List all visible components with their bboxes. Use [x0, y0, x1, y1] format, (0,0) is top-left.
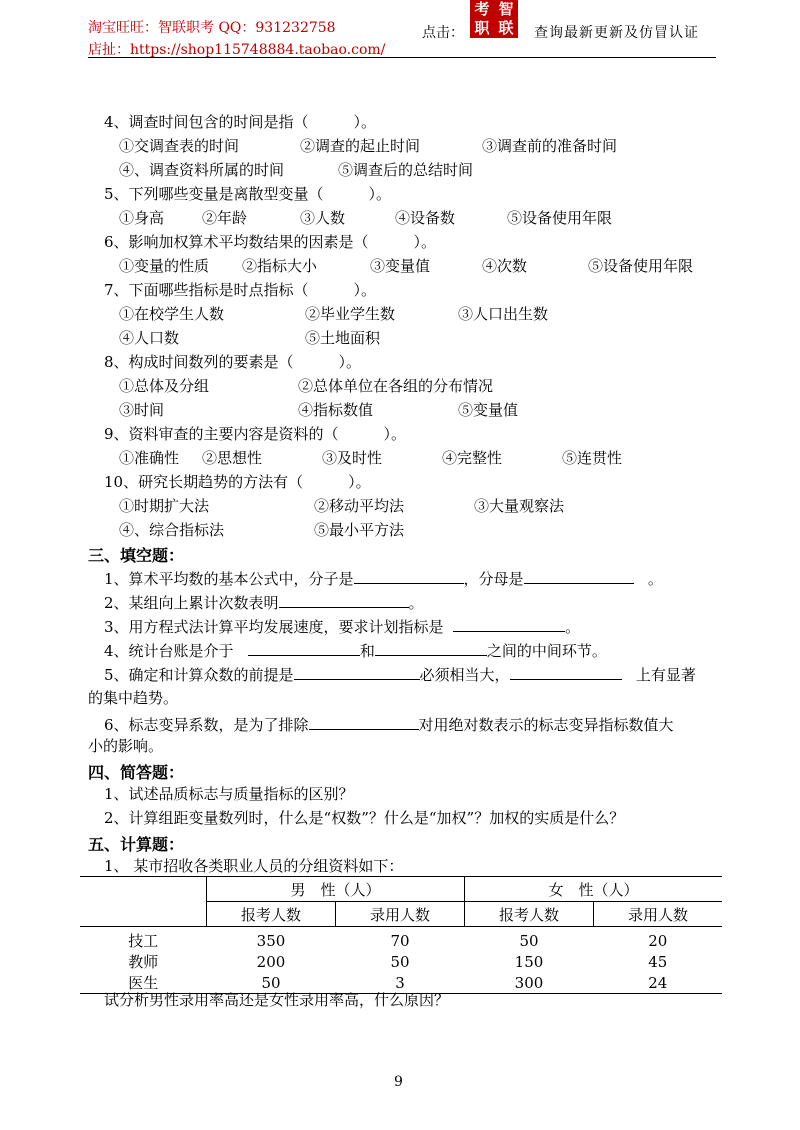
- job-cell: 医生: [80, 972, 207, 994]
- value-cell: 50: [519, 931, 539, 950]
- fill-text: 对用绝对数表示的标志变异指标数值大: [418, 716, 674, 734]
- q7-opt: ①在校学生人数: [119, 305, 225, 323]
- q5-opt: ④设备数: [395, 209, 456, 227]
- click-label: 点击：: [422, 25, 464, 41]
- value-cell: 50: [207, 972, 336, 994]
- q6-opt: ⑤设备使用年限: [588, 257, 694, 275]
- fill-text: 5、确定和计算众数的前提是: [104, 666, 294, 684]
- blank-line[interactable]: [248, 640, 360, 656]
- value-cell: 300: [465, 972, 594, 994]
- fill-text: 上有显著: [635, 666, 696, 684]
- q4-opt: ④、调查资料所属的时间: [119, 161, 285, 179]
- q9-opt: ⑤连贯性: [562, 449, 623, 467]
- value-cell: 200: [256, 952, 286, 971]
- logo-char: 联: [494, 19, 518, 38]
- header-divider: [88, 57, 716, 58]
- q8-opt: ④指标数值: [298, 401, 374, 419]
- logo-char: 智: [494, 0, 518, 19]
- logo-char: 考: [470, 0, 494, 19]
- fill-q1: [104, 568, 663, 589]
- fill-text: 和: [359, 642, 375, 660]
- shop-contact: 淘宝旺旺：智联职考 QQ：931232758: [88, 20, 336, 36]
- verify-link[interactable]: 查询最新更新及仿冒认证: [534, 25, 699, 41]
- section5-title: 五、计算题：: [88, 835, 185, 854]
- blank-line[interactable]: [294, 664, 420, 680]
- q8-opt: ①总体及分组: [119, 377, 210, 395]
- fill-q3: [104, 616, 580, 637]
- value-cell: 20: [648, 931, 668, 950]
- q7-opt: ③人口出生数: [458, 305, 549, 323]
- table-header-row: [80, 877, 722, 902]
- fill-text: 2、某组向上累计次数表明: [104, 594, 279, 612]
- value-cell: 3: [336, 972, 465, 994]
- q6-opt: ③变量值: [370, 257, 431, 275]
- fill-text: 3、用方程式法计算平均发展速度，要求计划指标是: [104, 618, 444, 636]
- q9-opt: ③及时性: [322, 449, 383, 467]
- table-row: [80, 927, 722, 952]
- q6-opt: ①变量的性质: [119, 257, 210, 275]
- section3-title: 三、填空题：: [88, 546, 185, 565]
- short-q1: 1、试述品质标志与质量指标的区别？: [104, 785, 354, 803]
- value-cell: 24: [594, 972, 723, 994]
- q10-opt: ②移动平均法: [314, 497, 405, 515]
- brand-logo[interactable]: [470, 0, 518, 38]
- value-cell: 50: [390, 952, 410, 971]
- q5-opt: ⑤设备使用年限: [507, 209, 613, 227]
- calc-question: 试分析男性录用率高还是女性录用率高，什么原因？: [104, 991, 450, 1009]
- fill-q4: [104, 640, 607, 661]
- male-group-header: 男 性（人）: [207, 877, 465, 902]
- q7-opt: ④人口数: [119, 329, 180, 347]
- q5-opt: ③人数: [300, 209, 346, 227]
- fill-text: 4、统计台账是介于: [104, 642, 234, 660]
- q4-stem: 4、调查时间包含的时间是指（ ）。: [104, 113, 377, 131]
- value-cell: 45: [648, 952, 668, 971]
- q6-opt: ②指标大小: [242, 257, 318, 275]
- q9-opt: ①准确性: [119, 449, 180, 467]
- q7-stem: 7、下面哪些指标是时点指标（ ）。: [104, 281, 377, 299]
- q6-opt: ④次数: [482, 257, 528, 275]
- value-cell: 350: [256, 931, 286, 950]
- q10-opt: ③大量观察法: [474, 497, 565, 515]
- q8-stem: 8、构成时间数列的要素是（ ）。: [104, 353, 362, 371]
- fill-text: 。: [408, 594, 424, 612]
- value-cell: 150: [514, 952, 544, 971]
- q5-opt: ①身高: [119, 209, 165, 227]
- female-group-header: 女 性（人）: [465, 877, 723, 902]
- q4-opt: ③调查前的准备时间: [482, 137, 618, 155]
- page-number: 9: [394, 1074, 403, 1090]
- q7-opt: ②毕业学生数: [305, 305, 396, 323]
- fill-text: 。: [565, 618, 581, 636]
- q6-stem: 6、影响加权算术平均数结果的因素是（ ）。: [104, 233, 437, 251]
- calc-intro: 1、 某市招收各类职业人员的分组资料如下：: [104, 857, 404, 875]
- fill-text: 之间的中间环节。: [486, 642, 607, 660]
- q8-opt: ②总体单位在各组的分布情况: [298, 377, 494, 395]
- table-row: [80, 951, 722, 972]
- q7-opt: ⑤土地面积: [305, 329, 381, 347]
- q5-opt: ②年龄: [202, 209, 248, 227]
- q9-opt: ④完整性: [442, 449, 503, 467]
- q8-opt: ⑤变量值: [458, 401, 519, 419]
- blank-line[interactable]: [354, 568, 464, 584]
- q10-opt: ①时期扩大法: [119, 497, 210, 515]
- fill-text: 6、标志变异系数，是为了排除: [104, 716, 309, 734]
- fill-q6-cont: 小的影响。: [88, 737, 164, 755]
- col-header: 报考人数: [207, 902, 336, 927]
- fill-q5-cont: 的集中趋势。: [88, 689, 179, 707]
- q4-opt: ⑤调查后的总结时间: [338, 161, 474, 179]
- col-header: 录用人数: [336, 902, 465, 927]
- fill-text: 。: [647, 570, 663, 588]
- fill-text: ，分母是: [463, 570, 524, 588]
- q5-stem: 5、下列哪些变量是离散型变量（ ）。: [104, 185, 392, 203]
- q9-opt: ②思想性: [202, 449, 263, 467]
- blank-line[interactable]: [279, 592, 409, 608]
- fill-q6: [104, 714, 674, 735]
- job-cell: 教师: [128, 953, 159, 971]
- shop-url[interactable]: 店扯：https://shop115748884.taobao.com/: [88, 42, 386, 58]
- job-cell: 技工: [128, 932, 159, 950]
- recruitment-table: [80, 876, 722, 994]
- fill-text: 必须相当大，: [419, 666, 510, 684]
- logo-char: 职: [470, 19, 494, 38]
- q10-opt: ⑤最小平方法: [314, 521, 405, 539]
- corner-cell: [80, 877, 207, 927]
- q8-opt: ③时间: [119, 401, 165, 419]
- fill-text: 1、算术平均数的基本公式中，分子是: [104, 570, 354, 588]
- q4-opt: ②调查的起止时间: [300, 137, 421, 155]
- q10-opt: ④、综合指标法: [119, 521, 225, 539]
- col-header: 录用人数: [594, 902, 723, 927]
- blank-line[interactable]: [524, 568, 634, 584]
- fill-q5: [104, 664, 696, 685]
- blank-line[interactable]: [375, 640, 487, 656]
- short-q2: 2、计算组距变量数列时，什么是“权数”？什么是“加权”？加权的实质是什么？: [104, 809, 625, 827]
- q9-stem: 9、资料审查的主要内容是资料的（ ）。: [104, 425, 407, 443]
- fill-q2: [104, 592, 424, 613]
- q4-opt: ①交调查表的时间: [119, 137, 240, 155]
- value-cell: 70: [390, 931, 410, 950]
- blank-line[interactable]: [453, 616, 565, 632]
- col-header: 报考人数: [465, 902, 594, 927]
- q10-stem: 10、研究长期趋势的方法有（ ）。: [104, 473, 371, 491]
- blank-line[interactable]: [510, 664, 622, 680]
- section4-title: 四、简答题：: [88, 763, 185, 782]
- blank-line[interactable]: [309, 714, 419, 730]
